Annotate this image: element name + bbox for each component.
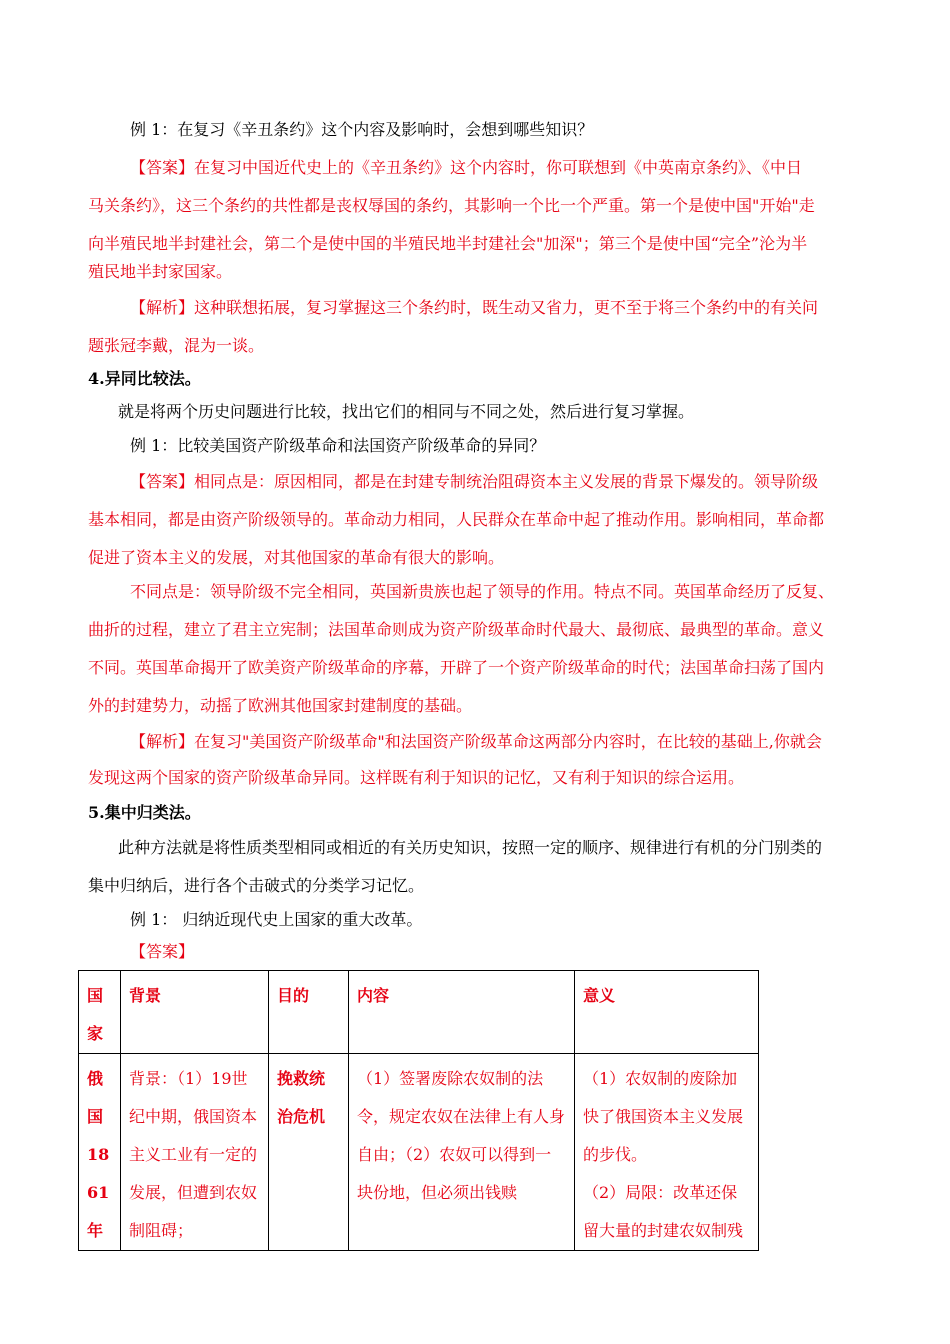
answer-tag: 【答案】 (130, 942, 195, 961)
answer-text: 相同点是：原因相同，都是在封建专制统治阻碍资本主义发展的背景下爆发的。领导阶级 (194, 472, 819, 491)
example-1-answer-line-2: 马关条约》，这三个条约的共性都是丧权辱国的条约，其影响一个比一个严重。第一个是使中国"开始"走 (88, 196, 815, 215)
significance-2: （2）局限：改革还保留大量的封建农奴制残 (583, 1183, 744, 1240)
example-2-difference-line-2: 曲折的过程，建立了君主立宪制；法国革命则成为资产阶级革命时代最大、最彻底、最典型的革命。意义 (88, 620, 825, 639)
example-2-answer-line-3: 促进了资本主义的发展，对其他国家的革命有很大的影响。 (88, 548, 505, 567)
example-1-answer-line-4: 殖民地半封家国家。 (88, 262, 233, 281)
example-1-answer-line-3: 向半殖民地半封建社会，第二个是使中国的半殖民地半封建社会"加深"；第三个是使中国“完全”沦为半 (88, 234, 808, 253)
example-2-difference-line-1: 不同点是：领导阶级不完全相同，英国新贵族也起了领导的作用。特点不同。英国革命经历了反复、 (130, 582, 835, 601)
section-5-description-line-2: 集中归纳后，进行各个击破式的分类学习记忆。 (88, 876, 425, 895)
answer-tag: 【答案】 (130, 472, 195, 491)
cell-significance (575, 1054, 759, 1251)
header-country: 国家 (79, 971, 121, 1054)
analysis-text: 在复习"美国资产阶级革命"和法国资产阶级革命这两部分内容时，在比较的基础上,你就会 (194, 732, 822, 751)
example-2-analysis-line-2: 发现这两个国家的资产阶级革命异同。这样既有利于知识的记忆，又有利于知识的综合运用。 (88, 768, 745, 787)
analysis-tag: 【解析】 (130, 298, 195, 317)
cell-background: 背景：（1）19世纪中期，俄国资本主义工业有一定的发展，但遭到农奴制阻碍； (121, 1054, 269, 1251)
section-4-description: 就是将两个历史问题进行比较，找出它们的相同与不同之处，然后进行复习掌握。 (118, 402, 695, 421)
answer-text: 在复习中国近代史上的《辛丑条约》这个内容时，你可联想到《中英南京条约》、《中日 (194, 158, 803, 177)
analysis-tag: 【解析】 (130, 732, 195, 751)
header-background: 背景 (121, 971, 269, 1054)
example-1-answer-line-1 (130, 158, 910, 178)
example-3-answer-tag (130, 942, 250, 962)
example-2-question: 例 1：比较美国资产阶级革命和法国资产阶级革命的异同？ (130, 436, 546, 455)
cell-purpose: 挽救统治危机 (269, 1054, 349, 1251)
example-1-analysis-line-2: 题张冠李戴，混为一谈。 (88, 336, 265, 355)
table-header-row (79, 971, 759, 1054)
section-5-description-line-1: 此种方法就是将性质类型相同或相近的有关历史知识，按照一定的顺序、规律进行有机的分门别类的 (118, 838, 823, 857)
cell-country: 俄国1861年 (79, 1054, 121, 1251)
analysis-text: 这种联想拓展，复习掌握这三个条约时，既生动又省力，更不至于将三个条约中的有关问 (194, 298, 819, 317)
section-4-heading: 4.异同比较法。 (88, 369, 201, 388)
header-significance: 意义 (575, 971, 759, 1054)
example-2-analysis-line-1 (130, 732, 910, 752)
answer-tag: 【答案】 (130, 158, 195, 177)
example-2-answer-line-2: 基本相同，都是由资产阶级领导的。革命动力相同，人民群众在革命中起了推动作用。影响相同，革命都 (88, 510, 825, 529)
reform-table (78, 970, 759, 1251)
example-1-question: 例 1：在复习《辛丑条约》这个内容及影响时，会想到哪些知识？ (130, 120, 594, 139)
header-purpose: 目的 (269, 971, 349, 1054)
significance-1: （1）农奴制的废除加快了俄国资本主义发展的步伐。 (583, 1069, 744, 1164)
example-3-question: 例 1： 归纳近现代史上国家的重大改革。 (130, 910, 423, 929)
header-content: 内容 (349, 971, 575, 1054)
example-2-answer-line-1 (130, 472, 910, 492)
example-2-difference-line-3: 不同。英国革命揭开了欧美资产阶级革命的序幕，开辟了一个资产阶级革命的时代；法国革命扫荡了国内 (88, 658, 825, 677)
table-row (79, 1054, 759, 1251)
example-2-difference-line-4: 外的封建势力，动摇了欧洲其他国家封建制度的基础。 (88, 696, 473, 715)
example-1-analysis-line-1 (130, 298, 910, 318)
cell-content: （1）签署废除农奴制的法令，规定农奴在法律上有人身自由；（2）农奴可以得到一块份地，但必须出钱赎 (349, 1054, 575, 1251)
section-5-heading: 5.集中归类法。 (88, 803, 201, 822)
